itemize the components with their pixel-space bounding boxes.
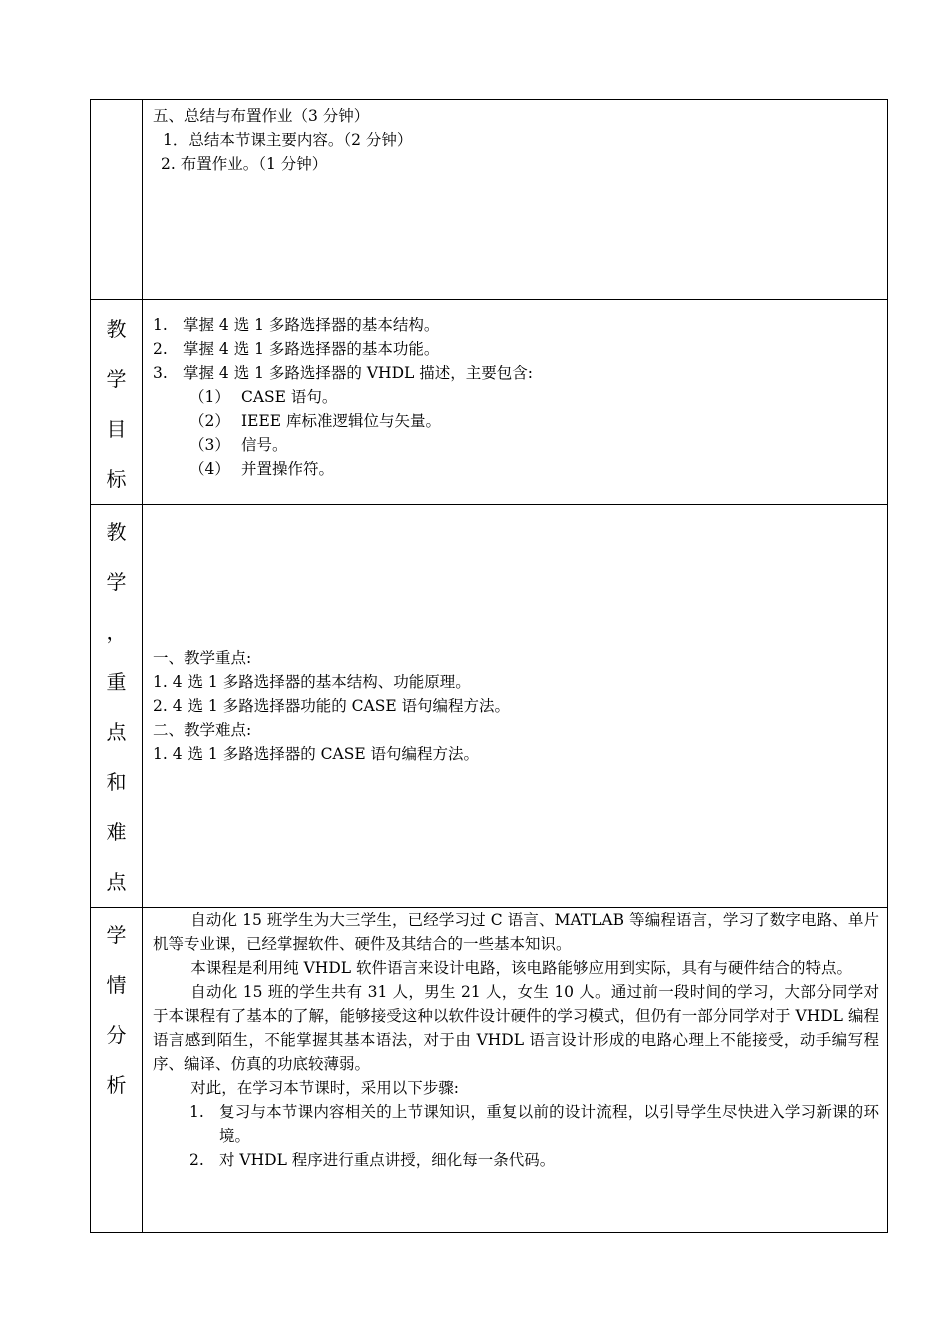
key-points-row <box>91 505 888 908</box>
objectives-label-char: 教 <box>106 317 127 341</box>
summary-heading: 五、总结与布置作业（3 分钟） <box>153 107 370 125</box>
objective-item <box>153 313 879 337</box>
lesson-plan-table <box>90 99 888 1233</box>
analysis-step-text: 复习与本节课内容相关的上节课知识，重复以前的设计流程，以引导学生尽快进入学习新课的环境。 <box>219 1103 879 1145</box>
objective-number: 3. <box>153 364 168 382</box>
objective-item <box>153 337 879 361</box>
objective-item <box>153 361 879 385</box>
objective-text: 掌握 4 选 1 多路选择器的基本结构。 <box>183 316 440 334</box>
analysis-content-cell <box>143 908 888 1233</box>
analysis-row <box>91 908 888 1233</box>
analysis-paragraph: 本课程是利用纯 VHDL 软件语言来设计电路，该电路能够应用到实际，具有与硬件结合的特点。 <box>190 959 852 977</box>
key-points-label-char: 点 <box>106 720 127 744</box>
analysis-label-char: 分 <box>106 1023 127 1047</box>
objective-subitem-number: （1） <box>189 388 230 406</box>
key-points-label-char: ， <box>106 620 127 644</box>
objective-subitem-text: CASE 语句。 <box>241 388 338 406</box>
analysis-step-text: 对 VHDL 程序进行重点讲授，细化每一条代码。 <box>219 1151 556 1169</box>
analysis-label-cell <box>91 908 143 1233</box>
objective-text: 掌握 4 选 1 多路选择器的 VHDL 描述，主要包含: <box>183 364 533 382</box>
analysis-paragraph: 自动化 15 班学生为大三学生，已经学习过 C 语言、MATLAB 等编程语言，学习了数字电路、单片机等专业课，已经掌握软件、硬件及其结合的一些基本知识。 <box>153 911 879 953</box>
key-points-label-char: 难 <box>106 820 127 844</box>
key-points-label-char: 点 <box>106 870 127 894</box>
objective-subitem-number: （3） <box>189 436 230 454</box>
objective-subitem-text: 信号。 <box>241 436 288 454</box>
objective-text: 掌握 4 选 1 多路选择器的基本功能。 <box>183 340 440 358</box>
objectives-label-char: 学 <box>106 367 127 391</box>
key-points-heading: 一、教学重点: <box>153 649 252 667</box>
analysis-step <box>153 1148 879 1172</box>
key-points-label-char: 和 <box>106 770 127 794</box>
objective-subitem-number: （4） <box>189 460 230 478</box>
analysis-step-number: 2. <box>189 1151 204 1169</box>
objectives-label-cell <box>91 300 143 505</box>
key-points-label-cell <box>91 505 143 908</box>
key-points-label-char: 教 <box>106 520 127 544</box>
objective-subitem <box>153 385 879 409</box>
key-point-item: 1. 4 选 1 多路选择器的基本结构、功能原理。 <box>153 673 471 691</box>
key-points-label-char: 重 <box>106 670 127 694</box>
objective-subitem <box>153 433 879 457</box>
objectives-label-char: 目 <box>106 417 127 441</box>
objective-subitem-text: IEEE 库标准逻辑位与矢量。 <box>241 412 441 430</box>
summary-item: 1．总结本节课主要内容。（2 分钟） <box>163 131 413 149</box>
summary-content-cell <box>143 100 888 300</box>
analysis-label-char: 析 <box>106 1073 127 1097</box>
objective-number: 1. <box>153 316 168 334</box>
difficulty-item: 1. 4 选 1 多路选择器的 CASE 语句编程方法。 <box>153 745 480 763</box>
objective-subitem-text: 并置操作符。 <box>241 460 335 478</box>
objectives-label-char: 标 <box>106 467 127 491</box>
analysis-label-char: 学 <box>106 923 127 947</box>
key-point-item: 2. 4 选 1 多路选择器功能的 CASE 语句编程方法。 <box>153 697 511 715</box>
objective-subitem <box>153 409 879 433</box>
objective-number: 2. <box>153 340 168 358</box>
analysis-step <box>153 1100 879 1148</box>
objectives-content-cell <box>143 300 888 505</box>
objectives-row <box>91 300 888 505</box>
summary-label-cell <box>91 100 143 300</box>
analysis-label-char: 情 <box>106 973 127 997</box>
objective-subitem <box>153 457 879 481</box>
analysis-paragraph: 对此，在学习本节课时，采用以下步骤: <box>190 1079 459 1097</box>
objective-subitem-number: （2） <box>189 412 230 430</box>
summary-row <box>91 100 888 300</box>
analysis-paragraph: 自动化 15 班的学生共有 31 人，男生 21 人，女生 10 人。通过前一段时间的学习，大部分同学对于本课程有了基本的了解，能够接受这种以软件设计硬件的学习模式，但仍有一部分同学对于 VHDL 编程语言感到陌生，不能掌握其基本语法，对于由 VHDL 语言设计形成的电路心理上不能接受，动手编写程序、编译、仿真的功底较薄弱。 <box>153 983 879 1073</box>
analysis-step-number: 1. <box>189 1103 204 1121</box>
summary-item: 2. 布置作业。（1 分钟） <box>161 155 328 173</box>
key-points-content-cell <box>143 505 888 908</box>
key-points-label-char: 学 <box>106 570 127 594</box>
difficulties-heading: 二、教学难点: <box>153 721 252 739</box>
